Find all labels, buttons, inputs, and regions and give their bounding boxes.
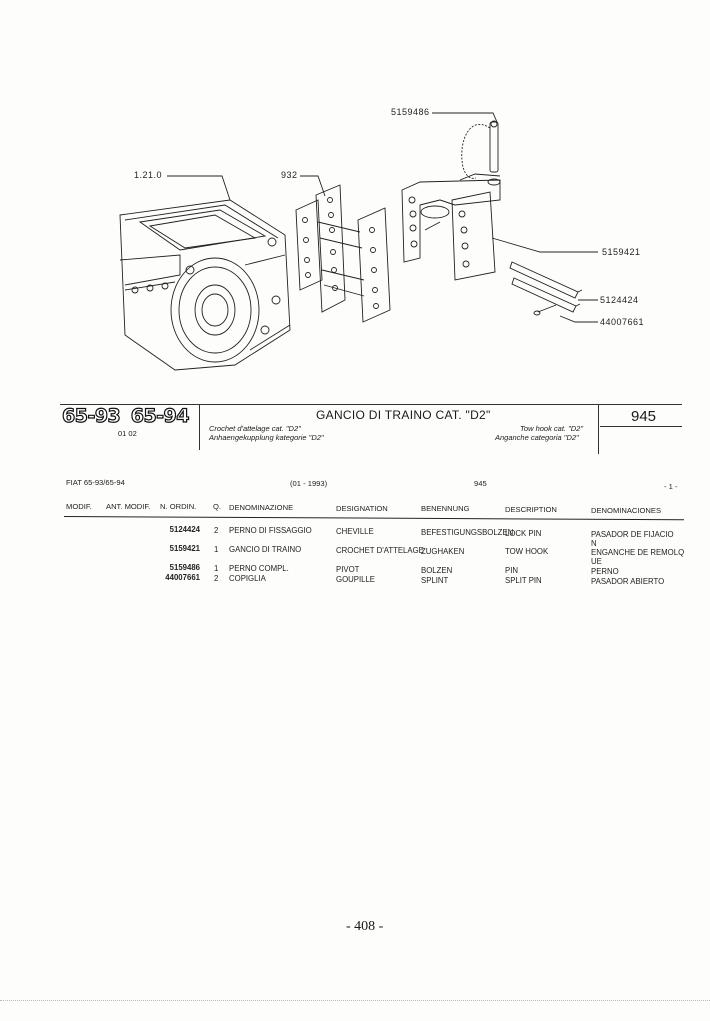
row-1-fr: CROCHET D'ATTELAGE [336,546,424,555]
col-designation: DESIGNATION [336,504,388,513]
col-denominaciones: DENOMINACIONES [591,506,662,515]
row-2-de: BOLZEN [421,566,453,575]
tractor-rear-housing [120,200,290,370]
model-label: FIAT 65-93/65-94 [66,478,125,487]
row-3-fr: GOUPILLE [336,575,375,584]
exploded-parts-diagram [0,0,710,400]
col-order: N. ORDIN. [160,502,197,511]
section-number: 945 [631,408,657,425]
row-1-es: ENGANCHE DE REMOLQ [591,548,685,557]
row-0-order: 5124424 [169,525,200,534]
row-3-order: 44007661 [165,573,200,582]
row-0-it: PERNO DI FISSAGGIO [229,526,312,535]
header-divider-left [199,404,200,450]
page-ref: - 1 - [664,482,678,491]
row-2-qty: 1 [214,564,219,573]
lock-pins [510,262,582,312]
support-plates [296,185,390,322]
callout-932: 932 [281,170,298,180]
page-number: - 408 - [346,919,384,934]
row-2-it: PERNO COMPL. [229,564,289,573]
row-3-de: SPLINT [421,576,449,585]
logo-left: 65-93 [62,405,121,427]
leader-5159421 [492,238,598,252]
title-german: Anhaengekupplung kategorie "D2" [209,433,324,442]
leader-5159486 [432,113,497,122]
tow-hook-bracket [402,174,500,280]
row-1-it: GANCIO DI TRAINO [229,545,302,554]
date-code: 01 02 [118,429,137,438]
row-0-de: BEFESTIGUNGSBOLZEN [421,528,514,537]
row-2-order: 5159486 [169,563,200,572]
title-italian: GANCIO DI TRAINO CAT. "D2" [316,408,491,422]
row-2-es: PERNO [591,567,619,576]
callout-5159421: 5159421 [602,247,641,257]
row-1-es-cont: UE [591,557,602,566]
col-denominazione: DENOMINAZIONE [229,503,294,512]
row-2-en: PIN [505,566,518,575]
leader-44007661 [560,316,598,322]
row-3-es: PASADOR ABIERTO [591,577,665,586]
model-logo [62,405,189,427]
col-modif: MODIF. [66,502,92,511]
row-0-es: PASADOR DE FIJACIO [591,530,674,539]
col-benennung: BENENNUNG [421,504,470,513]
title-spanish: Anganche categoria "D2" [495,433,579,442]
row-1-de: ZUGHAKEN [421,547,465,556]
row-0-qty: 2 [214,526,219,535]
header-number-rule [600,426,682,427]
col-qty: Q. [213,502,222,511]
callout-5159486: 5159486 [391,107,430,117]
leader-1-21-0 [167,176,230,200]
scan-edge-line [0,1000,710,1002]
row-1-order: 5159421 [169,544,200,553]
row-3-it: COPIGLIA [229,574,266,583]
col-description: DESCRIPTION [505,505,557,514]
col-ant-modif: ANT. MODIF. [106,502,151,511]
row-2-fr: PIVOT [336,565,360,574]
section-label: 945 [474,479,487,488]
row-0-fr: CHEVILLE [336,527,374,536]
row-1-qty: 1 [214,545,219,554]
row-0-en: LOCK PIN [505,529,542,538]
callout-44007661: 44007661 [600,317,645,327]
date-label: (01 - 1993) [290,479,328,488]
title-french: Crochet d'attelage cat. "D2" [209,424,301,433]
callout-1-21-0: 1.21.0 [134,170,163,180]
row-3-en: SPLIT PIN [505,576,542,585]
title-english: Tow hook cat. "D2" [520,424,583,433]
table-header-rule [64,516,684,520]
header-divider-right [598,404,599,454]
logo-right: 65-94 [130,405,190,427]
row-3-qty: 2 [214,574,219,583]
row-1-en: TOW HOOK [505,547,549,556]
callout-5124424: 5124424 [600,295,639,305]
split-pin [534,305,556,315]
row-0-es-cont: N [591,539,597,548]
